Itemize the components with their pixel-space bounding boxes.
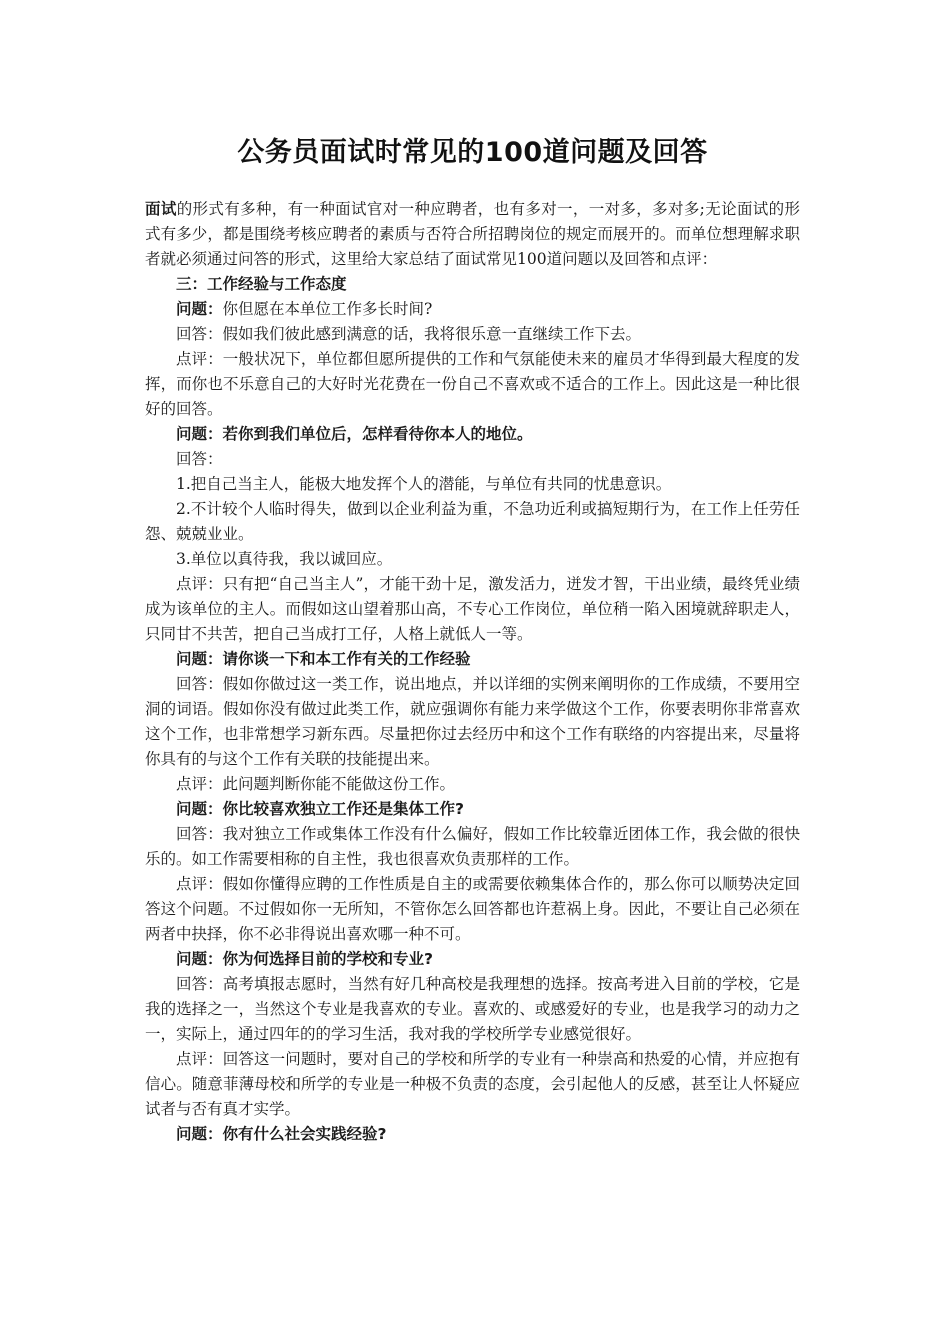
answer-2-label: 回答： <box>176 450 223 468</box>
answer-2-item-3: 3.单位以真待我，我以诚回应。 <box>176 550 393 568</box>
intro-text: 的形式有多种，有一种面试官对一种应聘者，也有多对一，一对多，多对多;无论面试的形式有多少，都是围绕考核应聘者的素质与否符合所招聘岗位的规定而展开的。而单位想理解求职者就必须通过问答的形式，这里给大家总结了面试常见100道问题以及回答和点评： <box>145 200 800 268</box>
comment-5: 点评：回答这一问题时，要对自己的学校和所学的专业有一种崇高和热爱的心情，并应抱有信心。随意菲薄母校和所学的专业是一种极不负责的态度，会引起他人的反感，甚至让人怀疑应试者与否有真才实学。 <box>145 1050 800 1118</box>
answer-3: 回答：假如你做过这一类工作，说出地点，并以详细的实例来阐明你的工作成绩，不要用空洞的词语。假如你没有做过此类工作，就应强调你有能力来学做这个工作，你要表明你非常喜欢这个工作，也非常想学习新东西。尽量把你过去经历中和这个工作有联络的内容提出来，尽量将你具有的与这个工作有关联的技能提出来。 <box>145 675 800 768</box>
comment-2: 点评：只有把“自己当主人”，才能干劲十足，激发活力，迸发才智，干出业绩，最终凭业绩成为该单位的主人。而假如这山望着那山高，不专心工作岗位，单位稍一陷入困境就辞职走人，只同甘不共苦，把自己当成打工仔，人格上就低人一等。 <box>145 575 800 643</box>
question-1 <box>145 297 800 322</box>
intro-paragraph <box>145 197 800 272</box>
answer-5: 回答：高考填报志愿时，当然有好几种高校是我理想的选择。按高考进入目前的学校，它是我的选择之一，当然这个专业是我喜欢的专业。喜欢的、或感爱好的专业，也是我学习的动力之一，实际上，通过四年的的学习生活，我对我的学校所学专业感觉很好。 <box>145 975 800 1043</box>
section-heading: 三：工作经验与工作态度 <box>176 275 347 293</box>
answer-2-item-1: 1.把自己当主人，能极大地发挥个人的潜能，与单位有共同的忧患意识。 <box>176 475 672 493</box>
comment-1: 点评：一般状况下，单位都但愿所提供的工作和气氛能使未来的雇员才华得到最大程度的发挥，而你也不乐意自己的大好时光花费在一份自己不喜欢或不适合的工作上。因此这是一种比很好的回答。 <box>145 350 800 418</box>
question-4: 问题：你比较喜欢独立工作还是集体工作? <box>176 800 464 818</box>
answer-2-item-2: 2.不计较个人临时得失，做到以企业利益为重，不急功近利或搞短期行为，在工作上任劳任怨、兢兢业业。 <box>145 500 800 543</box>
question-1-text: 你但愿在本单位工作多长时间? <box>222 300 433 318</box>
document-title: 公务员面试时常见的100道问题及回答 <box>237 137 708 168</box>
question-label: 问题： <box>176 300 223 318</box>
question-5: 问题：你为何选择目前的学校和专业? <box>176 950 433 968</box>
question-3: 问题：请你谈一下和本工作有关的工作经验 <box>176 650 471 668</box>
question-2: 问题：若你到我们单位后，怎样看待你本人的地位。 <box>176 425 533 443</box>
comment-4: 点评：假如你懂得应聘的工作性质是自主的或需要依赖集体合作的，那么你可以顺势决定回答这个问题。不过假如你一无所知，不管你怎么回答都也许惹祸上身。因此，不要让自己必须在两者中抉择，你不必非得说出喜欢哪一种不可。 <box>145 875 800 943</box>
answer-4: 回答：我对独立工作或集体工作没有什么偏好，假如工作比较靠近团体工作，我会做的很快乐的。如工作需要相称的自主性，我也很喜欢负责那样的工作。 <box>145 825 800 868</box>
intro-lead-word: 面试 <box>145 200 177 218</box>
comment-3: 点评：此问题判断你能不能做这份工作。 <box>176 775 456 793</box>
answer-1: 回答：假如我们彼此感到满意的话，我将很乐意一直继续工作下去。 <box>176 325 642 343</box>
document-page <box>145 130 800 1147</box>
question-6: 问题：你有什么社会实践经验? <box>176 1125 387 1143</box>
